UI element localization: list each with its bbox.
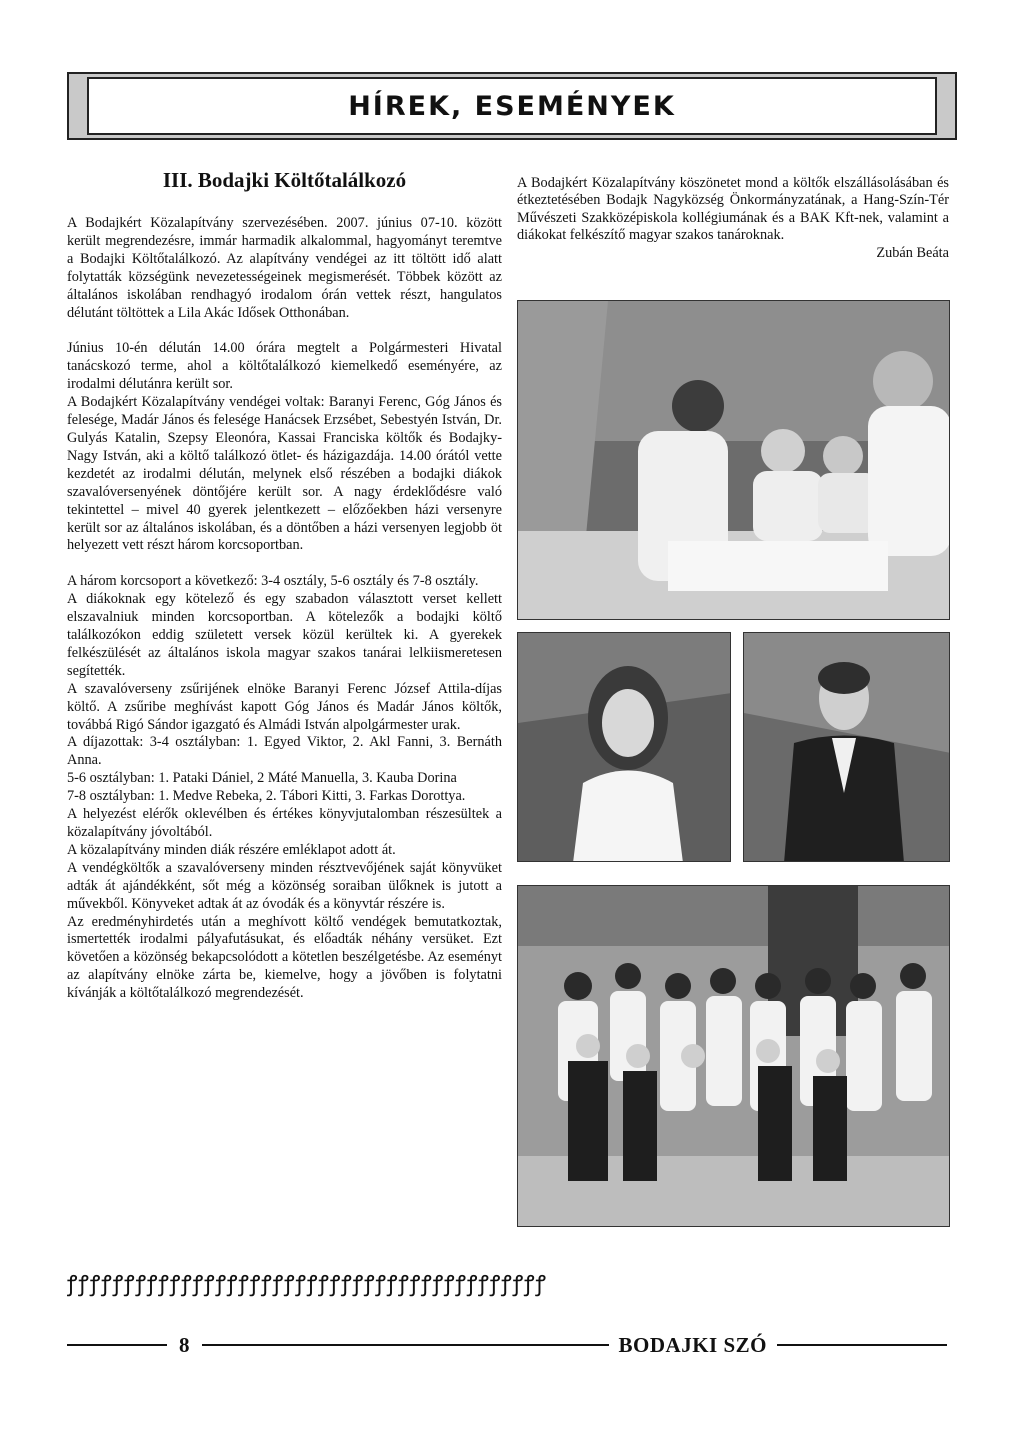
article-paragraph: A vendégköltők a szavalóverseny minden résztvevőjének saját könyvüket adták át ajándékként, sőt még a közönség soraiban ülőknek is jutott a művekből. Könyveket adtak át az óvodák és a könyvtár részére is. (67, 859, 502, 912)
article-paragraph: A Bodajkért Közalapítvány vendégei voltak: Baranyi Ferenc, Góg János és felesége, Madár János és felesége Hanácsek Erzsébet, Sebestyén István, Dr. Gulyás Katalin, Szepsy Eleonóra, Kassai Franciska költők és Bodajky-Nagy István, aki a költő találkozó ötlet- és házigazdája. 14.00 órától vette kezdetét az irodalmi délután, melynek első részében a bodajki diákok szavalóversenyének döntőjére került sor. A nagy érdeklődésre való tekintettel – mivel 40 gyerek jelentkezett – előzőekben házi versenyre került sor az általános iskolában, és a döntőben a házi versenyen legjobb öt helyezett vett részt három korcsoportban. (67, 394, 502, 554)
photo-girl-graphic (518, 633, 731, 862)
article-paragraph: A díjazottak: 3-4 osztályban: 1. Egyed Viktor, 2. Akl Fanni, 3. Bernáth Anna. (67, 734, 502, 769)
footer-rule-right (777, 1344, 947, 1346)
footer-rule-middle (202, 1344, 609, 1346)
publication-name: BODAJKI SZÓ (618, 1332, 767, 1357)
photo-group-students (517, 885, 950, 1227)
author-signature: Zubán Beáta (876, 244, 949, 261)
article-paragraph: A szavalóverseny zsűrijének elnöke Baranyi Ferenc József Attila-díjas költő. A zsűribe meghívást kapott Góg János és Madár János költők, továbbá Rigó Sándor igazgató és Almádi István alpolgármester urak. (67, 680, 502, 733)
article-paragraph: A közalapítvány minden diák részére emléklapot adott át. (67, 841, 396, 858)
article-paragraph: Az eredményhirdetés után a meghívott költő vendégek bemutatkoztak, ismertették irodalmi pályafutásukat, és előadták néhány versüket. Ezt követően a közönség bekapcsolódott a kötetlen beszélgetésbe. Az eseményt az alapítvány elnöke zárta be, kiemelve, hogy a jövőben is folytatni kívánják a költőtalálkozó megrendezését. (67, 913, 502, 1002)
article-paragraph: A helyezést elérők oklevélben és értékes könyvjutalomban részesültek a közalapítvány jóvoltából. (67, 806, 502, 840)
page-footer (67, 1330, 947, 1360)
article-paragraph: A három korcsoport a következő: 3-4 osztály, 5-6 osztály és 7-8 osztály. (67, 573, 479, 590)
article-column (67, 168, 502, 1003)
article-paragraph: Június 10-én délután 14.00 órára megtelt a Polgármesteri Hivatal tanácskozó terme, ahol a költőtalálkozó kiemelkedő eseményére, az irodalmi délutánra került sor. (67, 340, 502, 393)
photo-poets-signing (517, 300, 950, 620)
footer-rule-left (67, 1344, 167, 1346)
photo-girl-reciting (517, 632, 731, 862)
photo-boy-reciting (743, 632, 950, 862)
header-banner (67, 72, 957, 140)
decorative-ornament-row: ꝭꝭꝭꝭꝭꝭꝭꝭꝭꝭꝭꝭꝭꝭꝭꝭꝭꝭꝭꝭꝭꝭꝭꝭꝭꝭꝭꝭꝭꝭꝭꝭꝭꝭꝭꝭꝭꝭꝭꝭꝭꝭ (67, 1271, 547, 1296)
thanks-paragraph: A Bodajkért Közalapítvány köszönetet mond a költők elszállásolásában és étkeztetésében Bodajk Nagyközség Önkormányzatának, a Hang-Szín-Tér Művészeti Szakközépiskola kollégiumának és a BAK Kft-nek, valamint a diákokat felkészítő magyar szakos tanároknak. (517, 175, 949, 244)
page-number: 8 (179, 1332, 190, 1357)
section-title: HÍREK, ESEMÉNYEK (348, 90, 676, 122)
article-paragraph: A diákoknak egy kötelező és egy szabadon választott verset kellett elszavalniuk minden korcsoportban. A kötelezők a bodajki költő találkozókon eddig született versek közül kerültek ki. A gyerekek felkészülését az általános iskola magyar szakos tanárai lelkiismeretesen segítették. (67, 591, 502, 679)
header-banner-inner (87, 77, 937, 135)
article-paragraph: A Bodajkért Közalapítvány szervezésében. 2007. június 07-10. között került megrendezésre, immár harmadik alkalommal, hagyományt teremtve a Bodajki Költőtalálkozó. Az alapítvány vendégei az itt töltött idő alatt folytatták községünk nevezetességeinek megismerését. Többek között az általános iskolában rendhagyó irodalom órán vettek részt, hangulatos délutánt töltöttek a Lila Akác Idősek Otthonában. (67, 215, 502, 321)
photo-boy-graphic (744, 633, 950, 862)
photo-group-graphic (518, 886, 950, 1227)
photo-poets-signing-graphic (518, 301, 950, 620)
article-paragraph: 5-6 osztályban: 1. Pataki Dániel, 2 Máté Manuella, 3. Kauba Dorina (67, 770, 457, 787)
article-paragraph: 7-8 osztályban: 1. Medve Rebeka, 2. Tábori Kitti, 3. Farkas Dorottya. (67, 788, 466, 805)
article-title: III. Bodajki Költőtalálkozó (162, 168, 407, 192)
thanks-column (517, 175, 949, 262)
